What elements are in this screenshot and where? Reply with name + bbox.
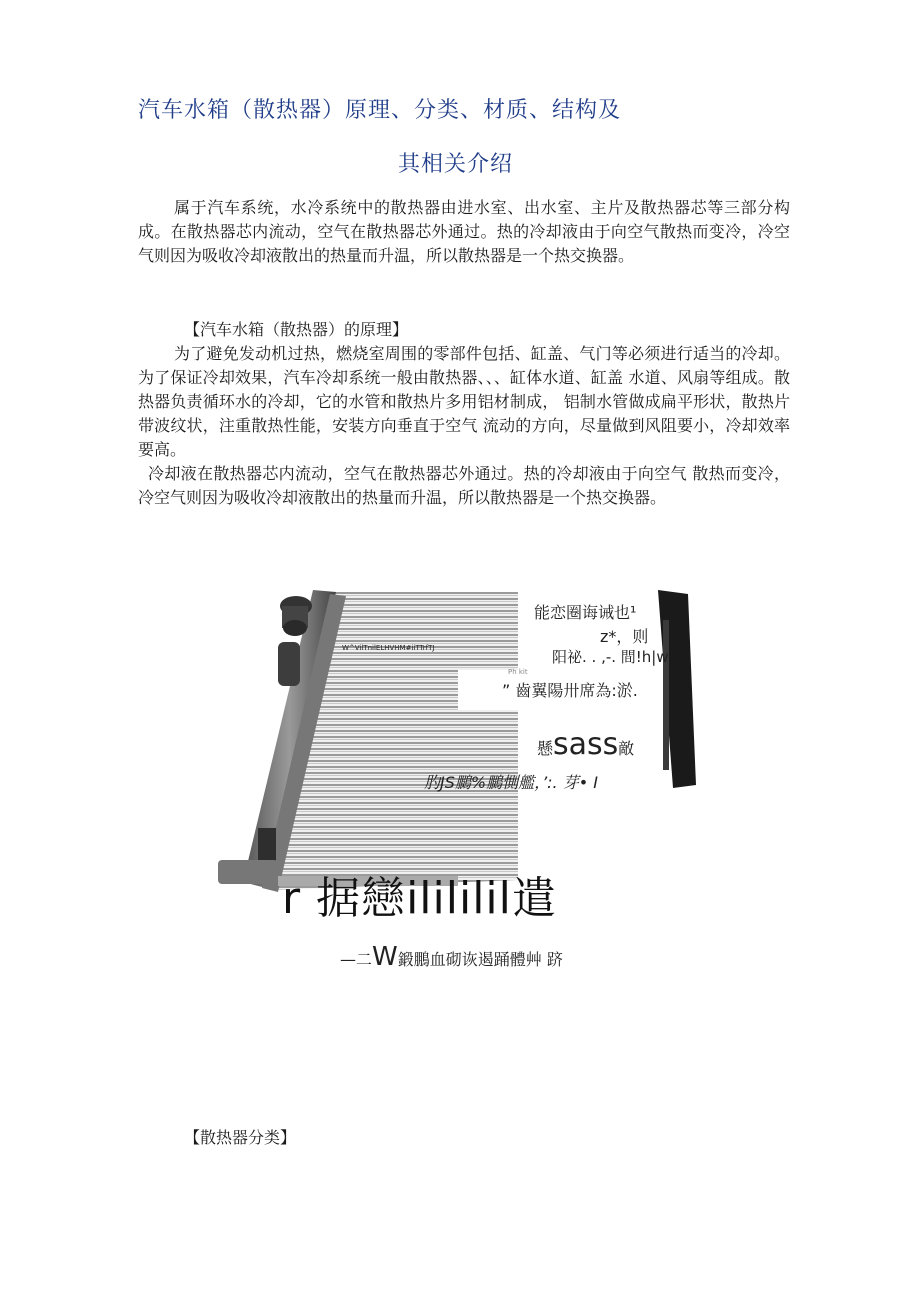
figure-ocr-2: z*，则 xyxy=(600,627,649,646)
figure-ocr-5: Ph kit xyxy=(508,668,528,676)
section-heading-classification: 【散热器分类】 xyxy=(184,1128,297,1147)
figure-ocr-7: 懸sass敵 xyxy=(537,727,635,762)
title-line-1: 汽车水箱（散热器）原理、分类、材质、结构及 xyxy=(138,98,622,123)
figure-caption-large: r 据戀ilililil遣 xyxy=(282,873,557,924)
figure-caption-small: —二W鍛鵬血砌诙遏踊體艸 跻 xyxy=(340,942,563,972)
title-line-2: 其相关介绍 xyxy=(398,152,514,177)
figure-ocr-6: ” 齒翼陽卅席為:淤. xyxy=(502,681,638,700)
figure-ocr-8: 肑JS鵩%鵩惻艦，’:. 芽• I xyxy=(424,773,598,792)
principle-paragraph: 为了避免发动机过热，燃烧室周围的零部件包括、缸盖、气门等必须进行适当的冷却。为了保证冷却效果，汽车冷却系统一般由散热器、、、缸体水道、缸盖 水道、风扇等组成。散热器负责循环水的冷却，它的水管和散热片多用铝材制成， 铝制水管做成扁平形状，散热片带波纹状，注重散热性能，安装方向垂直于空气 流动的方向，尽量做到风阻要小，冷却效率要高。 xyxy=(138,344,790,459)
figure-ocr-4: W^VilTnilELHVHM#iiTTrfTJ xyxy=(342,644,435,652)
section-heading-principle: 【汽车水箱（散热器）的原理】 xyxy=(184,320,409,339)
intro-paragraph: 属于汽车系统，水冷系统中的散热器由进水室、出水室、主片及散热器芯等三部分构成。在散热器芯内流动，空气在散热器芯外通过。热的冷却液由于向空气散热而变冷，冷空气则因为吸收冷却液散出的热量而升温，所以散热器是一个热交换器。 xyxy=(138,198,790,265)
figure-ocr-1: 能恋圈诲诫也¹ xyxy=(534,603,637,622)
principle-paragraph-2: 冷却液在散热器芯内流动，空气在散热器芯外通过。热的冷却液由于向空气 散热而变冷，冷空气则因为吸收冷却液散出的热量而升温，所以散热器是一个热交换器。 xyxy=(138,464,790,507)
figure-ocr-3: 阳祕. . ,-. 間!h|w xyxy=(552,648,669,666)
